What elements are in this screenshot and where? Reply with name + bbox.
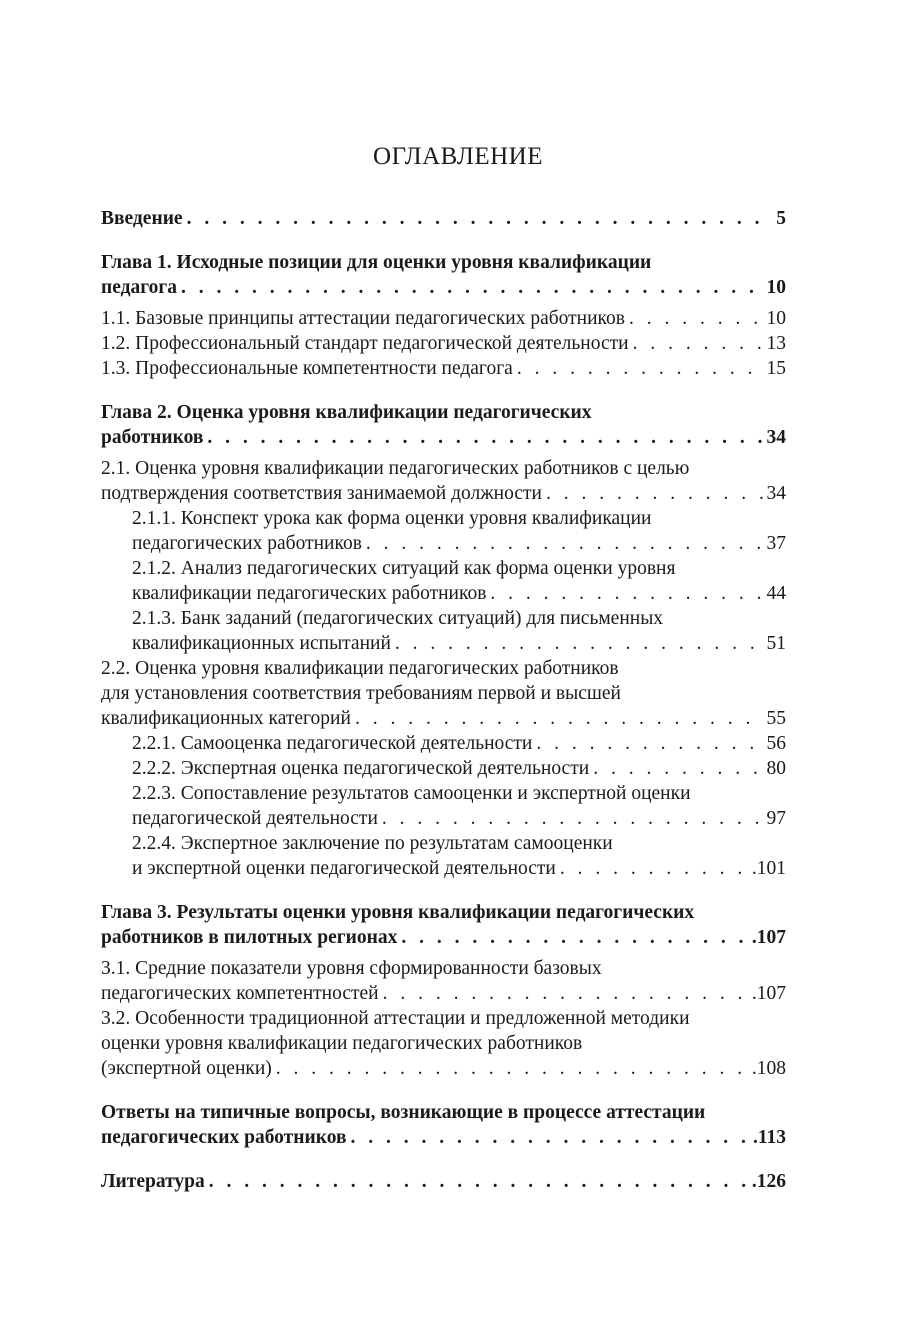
toc-entry-title: и экспертной оценки педагогической деятельности (132, 858, 556, 879)
toc-section-2-2-2 (101, 756, 786, 781)
toc-section-1-1 (101, 306, 786, 331)
toc-entry-title: 1.2. Профессиональный стандарт педагогической деятельности (101, 333, 629, 354)
toc-entry-title: оценки уровня квалификации педагогических работников (101, 1033, 583, 1054)
leader-dots (181, 275, 763, 300)
toc-entry-title: квалификационных испытаний (132, 633, 391, 654)
toc-entry-title: работников (101, 427, 204, 448)
toc-entry-title: для установления соответствия требованиям первой и высшей (101, 683, 621, 704)
toc-section-2-2-line3 (101, 706, 786, 731)
toc-section-3-1-line2 (101, 981, 786, 1006)
toc-page-number: .107 (751, 927, 786, 948)
toc-chapter-1-line1 (101, 250, 786, 275)
leader-dots (355, 706, 763, 731)
toc-entry-title: 2.2.2. Экспертная оценка педагогической деятельности (132, 758, 590, 779)
toc-entry-title: педагогических работников (132, 533, 362, 554)
toc-section-3-2-line3 (101, 1056, 786, 1081)
toc-page-number: 37 (766, 533, 786, 554)
toc-page-number: .107 (751, 983, 786, 1004)
toc-section-2-1-2-line1 (101, 556, 786, 581)
toc-chapter-3-line2 (101, 925, 786, 950)
toc-chapter-2-line1 (101, 400, 786, 425)
leader-dots (276, 1056, 748, 1081)
toc-page-number: .108 (751, 1058, 786, 1079)
table-of-contents (101, 206, 786, 1194)
toc-entry-title: Введение (101, 208, 183, 229)
toc-entry-title: 2.2.4. Экспертное заключение по результатам самооценки (132, 833, 613, 854)
leader-dots (382, 806, 763, 831)
toc-entry-title: педагогической деятельности (132, 808, 378, 829)
toc-page-number: 34 (766, 427, 786, 448)
toc-page-number: .126 (751, 1171, 786, 1192)
toc-section-3-2-line1 (101, 1006, 786, 1031)
toc-entry-title: Литература (101, 1171, 205, 1192)
toc-page-number: 13 (766, 333, 786, 354)
toc-page-number: 15 (766, 358, 786, 379)
toc-section-2-1-1-line2 (101, 531, 786, 556)
leader-dots (351, 1125, 749, 1150)
toc-page-number: 51 (766, 633, 786, 654)
toc-page-number: .113 (752, 1127, 786, 1148)
toc-page-number: 10 (766, 277, 786, 298)
toc-section-2-2-3-line2 (101, 806, 786, 831)
toc-entry-title: 1.3. Профессиональные компетентности педагога (101, 358, 513, 379)
toc-section-2-2-4-line2 (101, 856, 786, 881)
toc-page-number: 34 (766, 483, 786, 504)
toc-section-2-2-4-line1 (101, 831, 786, 856)
toc-entry-title: подтверждения соответствия занимаемой должности (101, 483, 542, 504)
toc-entry-title: 2.1.1. Конспект урока как форма оценки уровня квалификации (132, 508, 652, 529)
toc-page-number: 97 (766, 808, 786, 829)
leader-dots (490, 581, 762, 606)
toc-page-number: 80 (766, 758, 786, 779)
leader-dots (366, 531, 763, 556)
leader-dots (395, 631, 763, 656)
toc-entry-title: 2.1.2. Анализ педагогических ситуаций как форма оценки уровня (132, 558, 676, 579)
toc-entry-intro (101, 206, 786, 231)
toc-entry-title: Ответы на типичные вопросы, возникающие в процессе аттестации (101, 1102, 706, 1123)
leader-dots (536, 731, 762, 756)
page-title: ОГЛАВЛЕНИЕ (373, 143, 543, 170)
toc-section-1-2 (101, 331, 786, 356)
toc-entry-title: 2.1. Оценка уровня квалификации педагогических работников с целью (101, 458, 690, 479)
toc-section-3-2-line2 (101, 1031, 786, 1056)
toc-page-number: 56 (766, 733, 786, 754)
toc-page-number: 55 (766, 708, 786, 729)
toc-section-2-1-3-line1 (101, 606, 786, 631)
toc-entry-title: 2.2.1. Самооценка педагогической деятельности (132, 733, 533, 754)
toc-section-3-1-line1 (101, 956, 786, 981)
leader-dots (383, 981, 748, 1006)
leader-dots (560, 856, 748, 881)
leader-dots (207, 425, 762, 450)
toc-entry-title: педагогических компетентностей (101, 983, 379, 1004)
toc-entry-title: Глава 1. Исходные позиции для оценки уровня квалификации (101, 252, 652, 273)
toc-chapter-2-line2 (101, 425, 786, 450)
toc-entry-title: педагогических работников (101, 1127, 347, 1148)
leader-dots (517, 356, 763, 381)
toc-entry-title: (экспертной оценки) (101, 1058, 272, 1079)
toc-chapter-1-line2 (101, 275, 786, 300)
toc-section-1-3 (101, 356, 786, 381)
toc-entry-title: педагога (101, 277, 177, 298)
toc-answers-line1 (101, 1100, 786, 1125)
toc-page-number: 44 (766, 583, 786, 604)
leader-dots (629, 306, 763, 331)
leader-dots (546, 481, 763, 506)
toc-section-2-2-1 (101, 731, 786, 756)
toc-section-2-1-1-line1 (101, 506, 786, 531)
toc-literature (101, 1169, 786, 1194)
toc-entry-title: квалификации педагогических работников (132, 583, 487, 604)
toc-entry-title: квалификационных категорий (101, 708, 351, 729)
toc-entry-title: 2.1.3. Банк заданий (педагогических ситуаций) для письменных (132, 608, 664, 629)
toc-section-2-2-3-line1 (101, 781, 786, 806)
leader-dots (209, 1169, 748, 1194)
toc-page-number: .101 (751, 858, 786, 879)
toc-entry-title: 2.2. Оценка уровня квалификации педагогических работников (101, 658, 619, 679)
toc-entry-title: Глава 2. Оценка уровня квалификации педагогических (101, 402, 592, 423)
leader-dots (401, 925, 748, 950)
toc-entry-title: Глава 3. Результаты оценки уровня квалификации педагогических (101, 902, 695, 923)
toc-section-2-2-line1 (101, 656, 786, 681)
leader-dots (593, 756, 762, 781)
toc-entry-title: 1.1. Базовые принципы аттестации педагогических работников (101, 308, 625, 329)
toc-section-2-1-line1 (101, 456, 786, 481)
toc-section-2-1-line2 (101, 481, 786, 506)
toc-entry-title: 3.1. Средние показатели уровня сформированности базовых (101, 958, 602, 979)
toc-answers-line2 (101, 1125, 786, 1150)
toc-entry-title: 3.2. Особенности традиционной аттестации и предложенной методики (101, 1008, 690, 1029)
leader-dots (187, 206, 773, 231)
leader-dots (633, 331, 763, 356)
toc-page-number: 5 (776, 208, 786, 229)
toc-page-number: 10 (766, 308, 786, 329)
toc-section-2-2-line2 (101, 681, 786, 706)
toc-entry-title: работников в пилотных регионах (101, 927, 398, 948)
toc-chapter-3-line1 (101, 900, 786, 925)
toc-entry-title: 2.2.3. Сопоставление результатов самооценки и экспертной оценки (132, 783, 691, 804)
toc-section-2-1-3-line2 (101, 631, 786, 656)
toc-section-2-1-2-line2 (101, 581, 786, 606)
